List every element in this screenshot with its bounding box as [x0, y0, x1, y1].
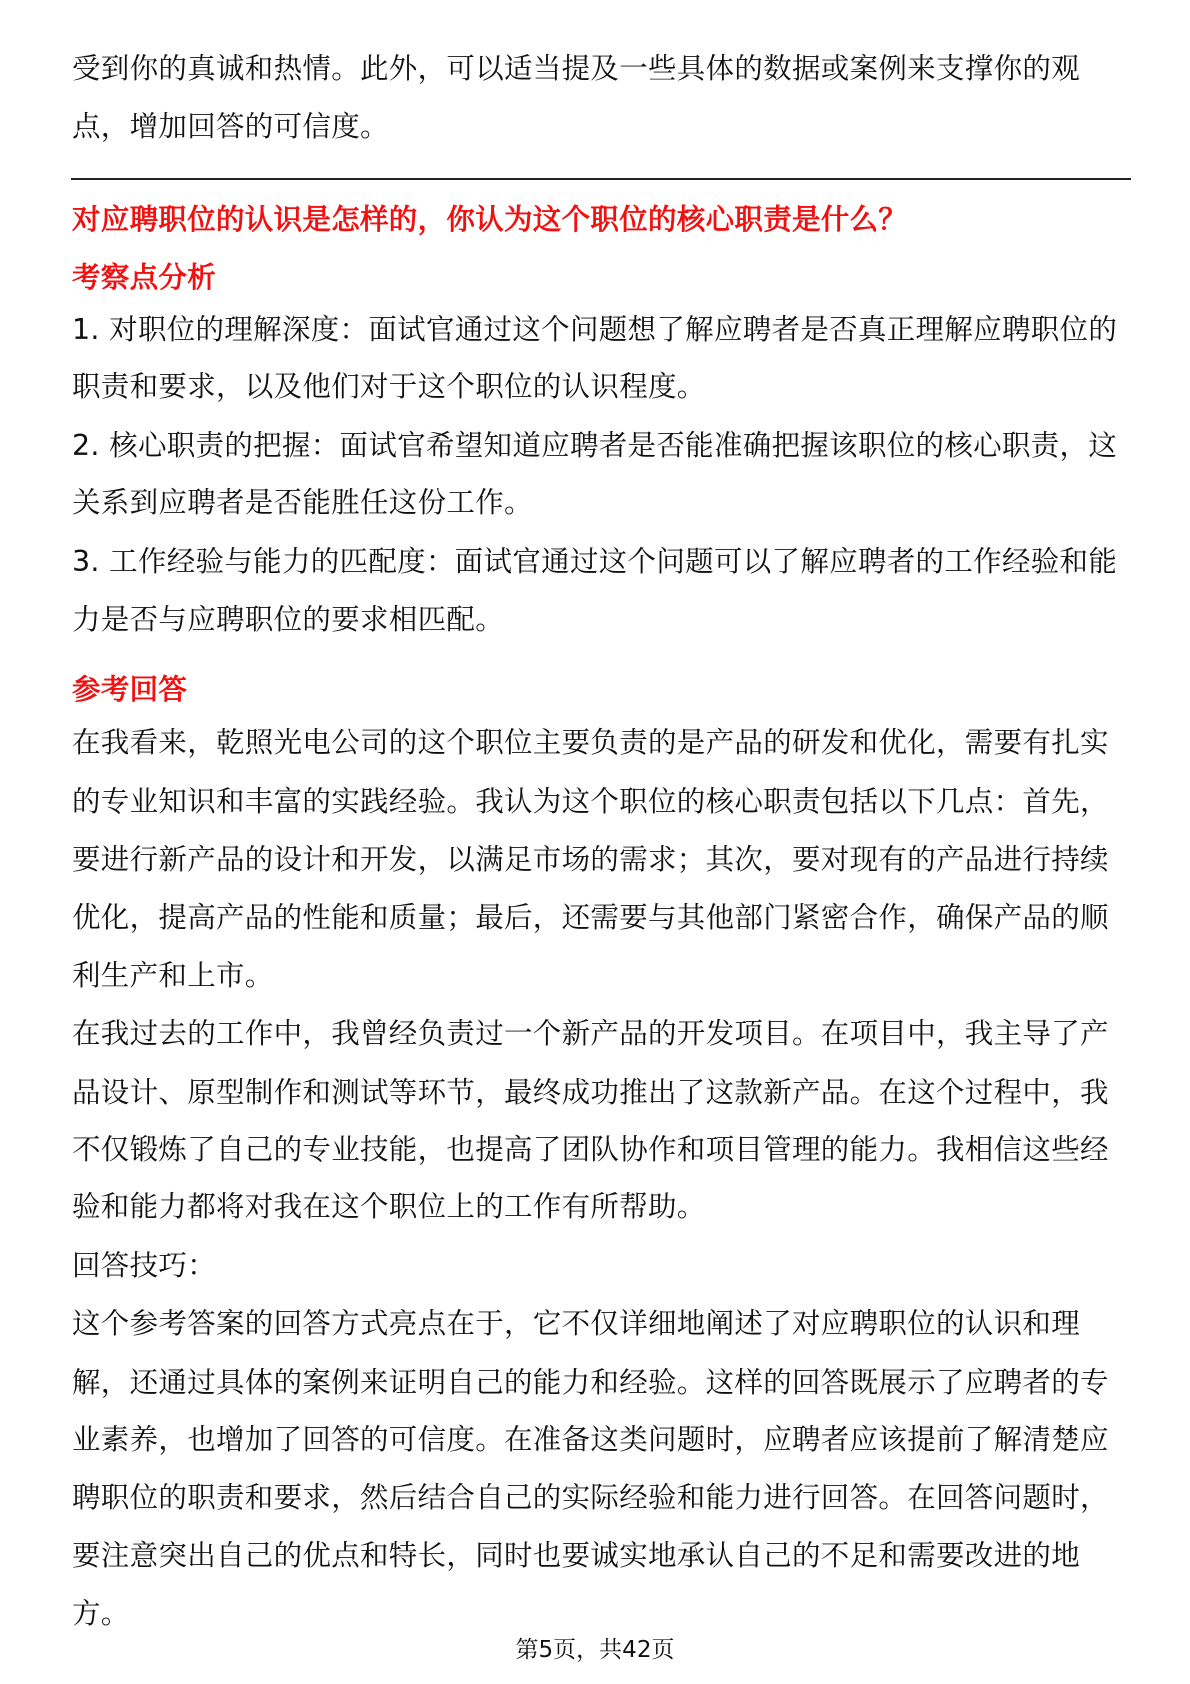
text-line: 要进行新产品的设计和开发，以满足市场的需求；其次，要对现有的产品进行持续: [72, 843, 1109, 876]
text-line: 解，还通过具体的案例来证明自己的能力和经验。这样的回答既展示了应聘者的专: [72, 1366, 1109, 1399]
text-line: 3. 工作经验与能力的匹配度：面试官通过这个问题可以了解应聘者的工作经验和能: [72, 545, 1118, 578]
text-line: 关系到应聘者是否能胜任这份工作。: [72, 486, 533, 519]
text-line: 力是否与应聘职位的要求相匹配。: [72, 603, 505, 636]
tips-heading: 回答技巧：: [72, 1249, 217, 1282]
text-line: 品设计、原型制作和测试等环节，最终成功推出了这款新产品。在这个过程中，我: [72, 1076, 1109, 1109]
analysis-heading: 考察点分析: [72, 261, 217, 294]
text-line: 验和能力都将对我在这个职位上的工作有所帮助。: [72, 1190, 706, 1223]
page-number: 第5页，共42页: [515, 1637, 675, 1663]
text-line: 业素养，也增加了回答的可信度。在准备这类问题时，应聘者应该提前了解清楚应: [72, 1423, 1109, 1456]
text-line: 方。: [72, 1597, 130, 1630]
text-line: 聘职位的职责和要求，然后结合自己的实际经验和能力进行回答。在回答问题时，: [72, 1481, 1109, 1514]
text-line: 不仅锻炼了自己的专业技能，也提高了团队协作和项目管理的能力。我相信这些经: [72, 1133, 1109, 1166]
text-line: 1. 对职位的理解深度：面试官通过这个问题想了解应聘者是否真正理解应聘职位的: [72, 313, 1118, 346]
text-line: 优化，提高产品的性能和质量；最后，还需要与其他部门紧密合作，确保产品的顺: [72, 901, 1109, 934]
text-line: 要注意突出自己的优点和特长，同时也要诚实地承认自己的不足和需要改进的地: [72, 1539, 1081, 1572]
text-line: 这个参考答案的回答方式亮点在于，它不仅详细地阐述了对应聘职位的认识和理: [72, 1307, 1081, 1340]
text-line: 点，增加回答的可信度。: [72, 110, 389, 143]
question-title: 对应聘职位的认识是怎样的，你认为这个职位的核心职责是什么？: [72, 203, 908, 236]
text-line: 受到你的真诚和热情。此外，可以适当提及一些具体的数据或案例来支撑你的观: [72, 52, 1081, 85]
text-line: 在我看来，乾照光电公司的这个职位主要负责的是产品的研发和优化，需要有扎实: [72, 726, 1109, 759]
text-line: 的专业知识和丰富的实践经验。我认为这个职位的核心职责包括以下几点：首先，: [72, 785, 1109, 818]
answer-heading: 参考回答: [72, 673, 188, 706]
text-line: 职责和要求，以及他们对于这个职位的认识程度。: [72, 370, 706, 403]
text-line: 在我过去的工作中，我曾经负责过一个新产品的开发项目。在项目中，我主导了产: [72, 1017, 1109, 1050]
divider: [71, 178, 1131, 180]
text-line: 2. 核心职责的把握：面试官希望知道应聘者是否能准确把握该职位的核心职责，这: [72, 429, 1118, 462]
text-line: 利生产和上市。: [72, 959, 274, 992]
